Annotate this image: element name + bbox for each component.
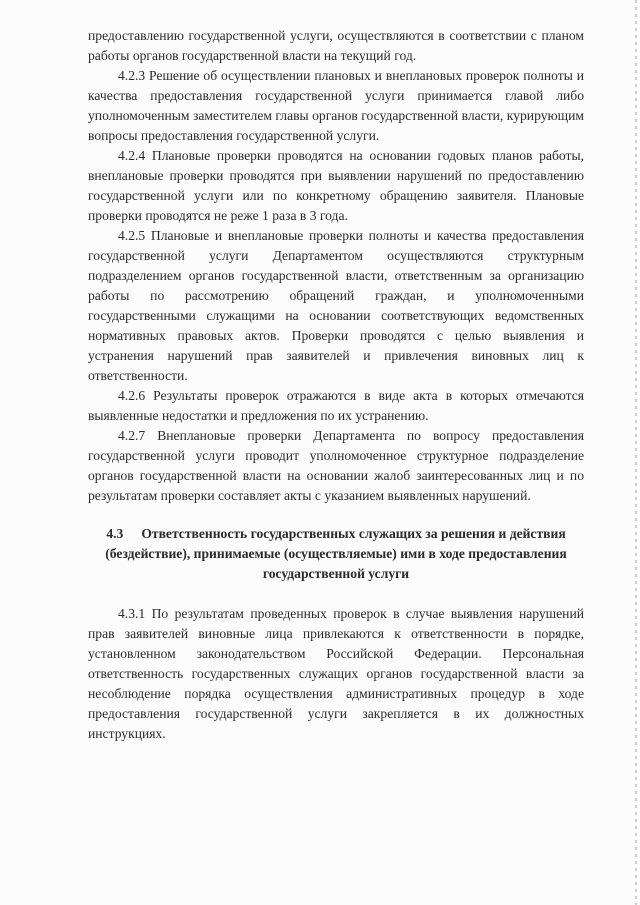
section-title: Ответственность государственных служащих за решения и действия (бездействие), принимаемые (осуществляемые) ими в ходе предоставления государственной услуги	[105, 526, 567, 581]
paragraph-continuation: предоставлению государственной услуги, осуществляются в соответствии с планом работы органов государственной власти на текущий год.	[88, 28, 584, 63]
document-body	[88, 26, 584, 744]
paragraph-4-3-1: 4.3.1 По результатам проведенных проверок в случае выявления нарушений прав заявителей виновные лица привлекаются к ответственности в порядке, установленном законодательством Российской Федерации. Персональная ответственность государственных служащих органов государственной власти за несоблюдение порядка осуществления административных процедур в ходе предоставления государственной услуги закрепляется в их должностных инструкциях.	[88, 606, 584, 741]
paragraph-4-2-5: 4.2.5 Плановые и внеплановые проверки полноты и качества предоставления государственной услуги Департаментом осуществляются структурным подразделением органов государственной власти, ответственным за организацию работы по рассмотрению обращений граждан, и уполномоченными государственными служащими на основании соответствующих ведомственных нормативных правовых актов. Проверки проводятся с целью выявления и устранения нарушений прав заявителей и привлечения виновных лиц к ответственности.	[88, 228, 584, 383]
scan-edge-dots	[635, 0, 637, 905]
paragraph-4-2-7: 4.2.7 Внеплановые проверки Департамента по вопросу предоставления государственной услуги проводит уполномоченное структурное подразделение органов государственной власти на основании жалоб заинтересованных лиц и по результатам проверки составляет акты с указанием выявленных нарушений.	[88, 428, 584, 503]
section-heading-4-3	[88, 524, 584, 584]
section-number: 4.3	[106, 526, 124, 541]
paragraph-4-2-3: 4.2.3 Решение об осуществлении плановых и внеплановых проверок полноты и качества предоставления государственной услуги принимается главой либо уполномоченным заместителем главы органов государственной власти, курирующим вопросы предоставления государственной услуги.	[88, 68, 584, 143]
paragraph-4-2-6: 4.2.6 Результаты проверок отражаются в виде акта в которых отмечаются выявленные недостатки и предложения по их устранению.	[88, 388, 584, 423]
paragraph-4-2-4: 4.2.4 Плановые проверки проводятся на основании годовых планов работы, внеплановые проверки проводятся при выявлении нарушений по предоставлению государственной услуги или по конкретному обращению заявителя. Плановые проверки проводятся не реже 1 раза в 3 года.	[88, 148, 584, 223]
